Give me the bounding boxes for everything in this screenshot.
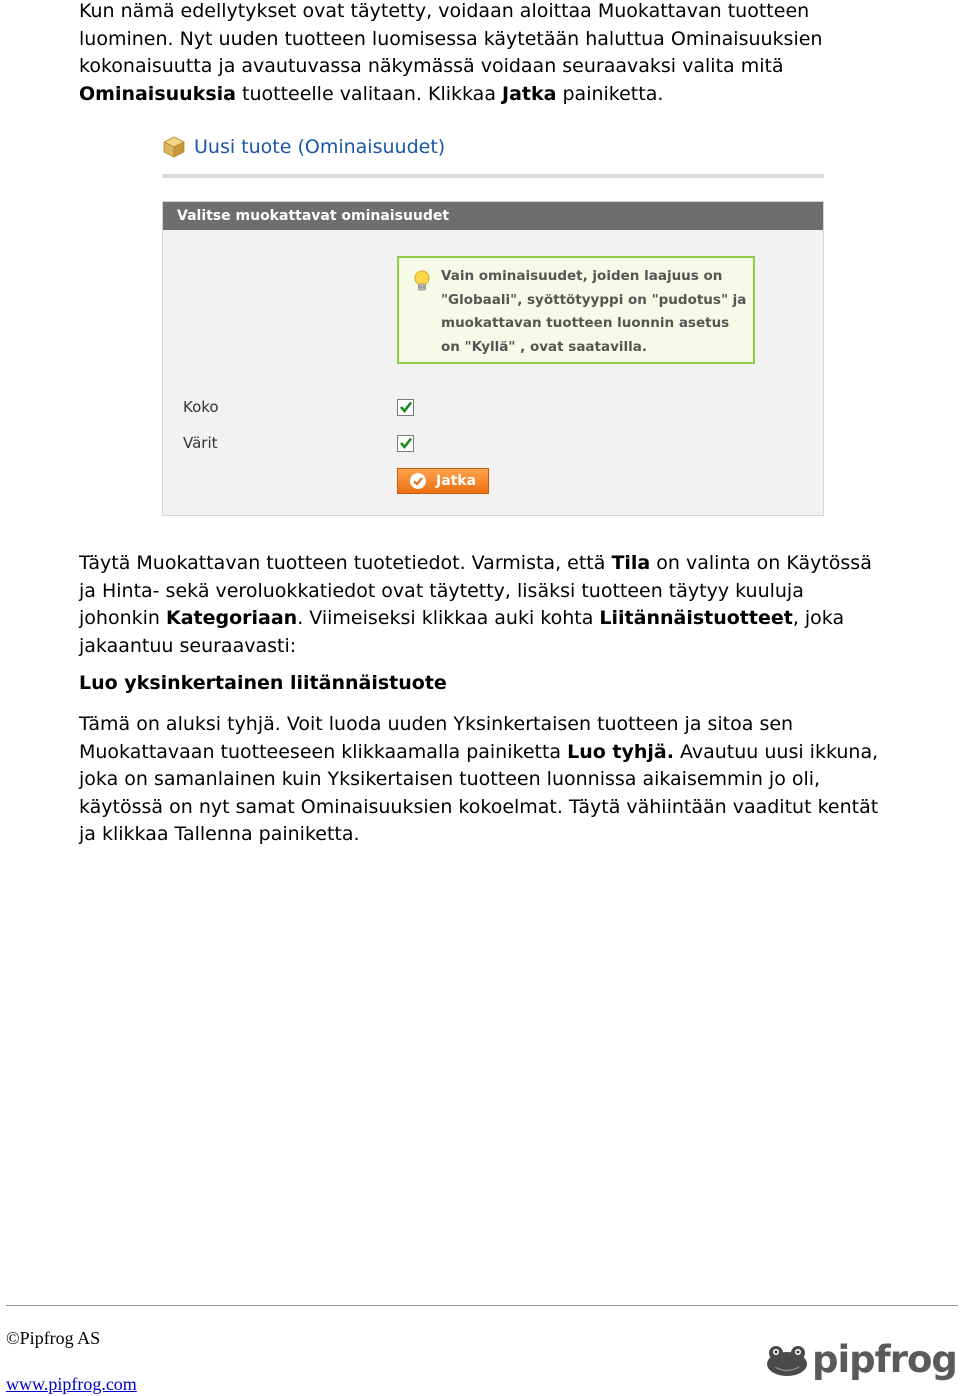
checkmark-circle-icon bbox=[410, 473, 426, 489]
checkbox-varit[interactable] bbox=[397, 435, 414, 452]
footer-website-link[interactable]: www.pipfrog.com bbox=[6, 1374, 137, 1394]
svg-text:pipfrog: pipfrog bbox=[812, 1338, 957, 1381]
pipfrog-logo bbox=[765, 1332, 960, 1384]
intro-bold-ominaisuuksia: Ominaisuuksia bbox=[79, 82, 236, 105]
screenshot-title-text: Uusi tuote (Ominaisuudet) bbox=[194, 136, 446, 158]
s2-text-1: Täytä Muokattavan tuotteen tuotetiedot. Varmista, että bbox=[79, 552, 612, 574]
intro-text-3: painiketta. bbox=[556, 82, 664, 105]
s2-bold-kategoriaan: Kategoriaan bbox=[165, 607, 298, 629]
s2-bold-liitannaistuotteet: Liitännäistuotteet bbox=[599, 607, 793, 629]
attributes-panel bbox=[162, 201, 824, 516]
intro-paragraph bbox=[79, 0, 879, 108]
jatka-button-label: Jatka bbox=[436, 473, 477, 489]
intro-text-2: tuotteelle valitaan. Klikkaa bbox=[235, 82, 503, 105]
s2-text-4: , joka jakaantuu seuraavasti: bbox=[79, 607, 845, 657]
panel-header: Valitse muokattavat ominaisuudet bbox=[163, 202, 823, 230]
s3-text-2: Avautuu uusi ikkuna, joka on samanlainen kuin Yksikertaisen tuotteen luonnissa aikaisemmin jo oli, käytössä on nyt samat Ominaisuuksien kokoelmat. Täytä vähiintään vaaditut kentät ja klikkaa Tallenna painiketta. bbox=[79, 740, 879, 845]
intro-text-1: Kun nämä edellytykset ovat täytetty, voidaan aloittaa Muokattavan tuotteen luominen. Nyt uuden tuotteen luomisessa käytetään haluttua Ominaisuuksien kokonaisuutta ja avautuvassa näkymässä voidaan seuraavaksi valita mitä bbox=[79, 0, 823, 77]
lightbulb-icon bbox=[413, 270, 431, 294]
s3-text-1: Tämä on aluksi tyhjä. Voit luoda uuden Yksinkertaisen tuotteen ja sitoa sen Muokattavaan tuotteeseen klikkaamalla painiketta bbox=[79, 713, 794, 763]
option-label-koko: Koko bbox=[183, 398, 219, 416]
footer-copyright: ©Pipfrog AS bbox=[6, 1328, 101, 1348]
s2-bold-tila: Tila bbox=[611, 552, 651, 574]
screenshot-title bbox=[162, 132, 445, 162]
s2-text-3: . Viimeiseksi klikkaa auki kohta bbox=[297, 607, 600, 629]
footer-divider bbox=[6, 1305, 958, 1306]
intro-bold-jatka: Jatka bbox=[502, 82, 557, 105]
product-details-paragraph bbox=[79, 550, 879, 660]
s2-text-2: on valinta on Käytössä ja Hinta- sekä veroluokkatiedot ovat täytetty, lisäksi tuotteen täytyy kuuluja johonkin bbox=[79, 552, 872, 629]
jatka-button[interactable] bbox=[397, 468, 489, 494]
product-cube-icon bbox=[162, 135, 186, 159]
option-label-varit: Värit bbox=[183, 434, 218, 452]
title-divider bbox=[162, 174, 824, 178]
simple-product-paragraph bbox=[79, 711, 879, 849]
embedded-screenshot bbox=[162, 130, 824, 516]
hint-box bbox=[397, 256, 755, 364]
checkbox-koko[interactable] bbox=[397, 399, 414, 416]
hint-text: Vain ominaisuudet, joiden laajuus on "Globaali", syöttötyyppi on "pudotus" ja muokattavan tuotteen luonnin asetus on "Kyllä" , ovat saatavilla. bbox=[441, 268, 747, 355]
section-heading: Luo yksinkertainen liitännäistuote bbox=[79, 672, 447, 694]
s3-bold-luo-tyhja: Luo tyhjä. bbox=[567, 740, 674, 763]
